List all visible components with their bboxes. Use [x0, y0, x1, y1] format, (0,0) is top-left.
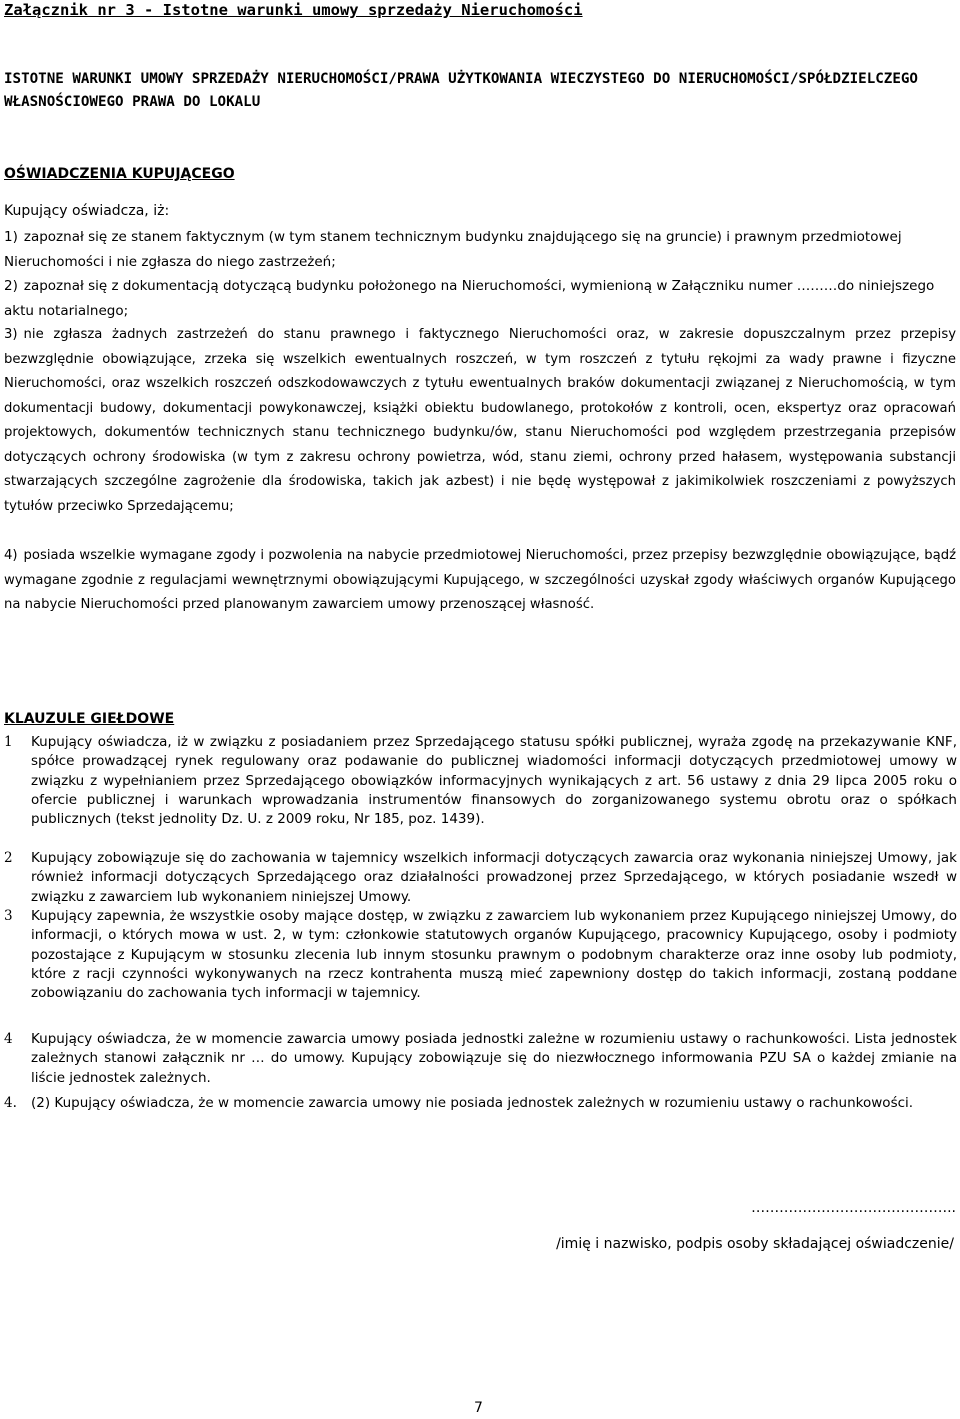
- clause-text: (2) Kupujący oświadcza, że w momencie zawarcia umowy nie posiada jednostek zależnych w rozumieniu ustawy o rachunkowości.: [31, 1095, 914, 1111]
- clause-text: Kupujący zobowiązuje się do zachowania w tajemnicy wszelkich informacji dotyczących zawarcia oraz wykonania niniejszej Umowy, jak również informacji dotyczących Sprzedającego oraz działalności prowadzonej przez Sprzedającego, w których posiadanie wszedł w związku z zawarciem lub wykonaniem niniejszej Umowy.: [31, 850, 957, 905]
- statement-text: zapoznał się ze stanem faktycznym (w tym stanem technicznym budynku znajdującego się na gruncie) i prawnym przedmiotowej Nieruchomości i nie zgłasza do niego zastrzeżeń;: [4, 229, 902, 270]
- stock-clause-4: [4, 1030, 957, 1088]
- clause-text: Kupujący oświadcza, że w momencie zawarcia umowy posiada jednostki zależne w rozumieniu ustawy o rachunkowości. Lista jednostek zależnych stanowi załącznik nr … do umowy. Kupujący zobowiązuje się do niezwłocznego informowania PZU SA o każdej zmianie na liście jednostek zależnych.: [31, 1031, 957, 1086]
- statement-text: posiada wszelkie wymagane zgody i pozwolenia na nabycie przedmiotowej Nieruchomości, przez przepisy bezwzględnie obowiązujące, bądź wymagane zgodnie z regulacjami wewnętrznymi obowiązującymi Kupującego, w szczególności uzyskał zgody właściwych organów Kupującego na nabycie Nieruchomości przed planowanym zawarciem umowy przenoszącej własność.: [4, 548, 956, 612]
- statement-number: 2): [4, 278, 18, 294]
- clause-number: 3: [4, 908, 13, 924]
- stock-clause-4-alt: [4, 1094, 957, 1113]
- page-number: 7: [474, 1400, 483, 1416]
- signature-line: ……………………………………..: [751, 1200, 956, 1216]
- clause-number: 4.: [4, 1095, 17, 1111]
- signature-label: /imię i nazwisko, podpis osoby składającej oświadczenie/: [556, 1236, 954, 1252]
- stock-clause-2: [4, 849, 957, 907]
- statement-text: zapoznał się z dokumentacją dotyczącą budynku położonego na Nieruchomości, wymienioną w Załączniku numer ………do niniejszego aktu notarialnego;: [4, 278, 935, 319]
- buyer-statement-1: [4, 225, 956, 274]
- clause-number: 1: [4, 734, 13, 750]
- buyer-statement-3: [4, 323, 956, 519]
- annex-title: Załącznik nr 3 - Istotne warunki umowy sprzedaży Nieruchomości: [4, 1, 583, 19]
- statement-number: 3): [4, 327, 18, 342]
- stock-clauses-heading: KLAUZULE GIEŁDOWE: [4, 711, 175, 727]
- stock-clause-3: [4, 907, 957, 1003]
- clause-text: Kupujący oświadcza, iż w związku z posiadaniem przez Sprzedającego statusu spółki publicznej, wyraża zgodę na przekazywanie KNF, spółce prowadzącej rynek regulowany oraz podawanie do publicznej wiadomości informacji dotyczących przedmiotowej umowy w związku z wypełnianiem przez Sprzedającego obowiązków informacyjnych wynikających z art. 56 ustawy z dnia 29 lipca 2005 roku o ofercie publicznej i warunkach wprowadzania instrumentów finansowych do zorganizowanego systemu obrotu oraz o spółkach publicznych (tekst jednolity Dz. U. z 2009 roku, Nr 185, poz. 1439).: [31, 734, 957, 828]
- statement-number: 4): [4, 548, 18, 563]
- clause-number: 4: [4, 1031, 13, 1047]
- clause-number: 2: [4, 850, 13, 866]
- clause-text: Kupujący zapewnia, że wszystkie osoby mające dostęp, w związku z zawarciem lub wykonaniem przez Kupującego niniejszej Umowy, do informacji, o których mowa w ust. 2, w tym: członkowie statutowych organów Kupującego, pracownicy Kupującego, osoby i podmioty pozostające z Kupującym w stosunku zlecenia lub innym stosunku prawnym o podobnym charakterze oraz inne osoby lub podmioty, które z racji czynności wykonywanych na rzecz kontrahenta muszą mieć zapewniony dostęp do takich informacji, zostaną poddane zobowiązaniu do zachowania tych informacji w tajemnicy.: [31, 908, 957, 1002]
- statement-text: nie zgłasza żadnych zastrzeżeń do stanu prawnego i faktycznego Nieruchomości oraz, w zakresie dopuszczalnym przez przepisy bezwzględnie obowiązujące, zrzeka się wszelkich ewentualnych roszczeń, w tym roszczeń z tytułu rękojmi za wady prawne i fizyczne Nieruchomości, oraz wszelkich roszczeń odszkodowawczych z tytułu ewentualnych braków dokumentacji związanej z Nieruchomością, w tym dokumentacji budowy, dokumentacji powykonawczej, książki obiektu budowlanego, protokołów z kontroli, ocen, ekspertyz oraz opracowań projektowych, dokumentów technicznych stanu technicznego budynku/ów, stanu Nieruchomości pod względem przestrzegania przepisów dotyczących ochrony środowiska (w tym z zakresu ochrony powietrza, wód, stanu ziemi, ochrony przed hałasem, występowania substancji stwarzających szczególne zagrożenie dla środowiska, takich jak azbest) i nie będę występował z jakimikolwiek roszczeniami z powyższych tytułów przeciwko Sprzedającemu;: [4, 327, 956, 514]
- main-heading: ISTOTNE WARUNKI UMOWY SPRZEDAŻY NIERUCHOMOŚCI/PRAWA UŻYTKOWANIA WIECZYSTEGO DO NIERUCHOMOŚCI/SPÓŁDZIELCZEGO WŁASNOŚCIOWEGO PRAWA DO LOKALU: [4, 71, 918, 110]
- buyer-statements-intro: Kupujący oświadcza, iż:: [4, 203, 170, 219]
- statement-number: 1): [4, 229, 18, 245]
- buyer-statement-2: [4, 274, 956, 323]
- buyer-statements-heading: OŚWIADCZENIA KUPUJĄCEGO: [4, 166, 235, 182]
- buyer-statement-4: [4, 544, 956, 618]
- stock-clause-1: [4, 733, 957, 829]
